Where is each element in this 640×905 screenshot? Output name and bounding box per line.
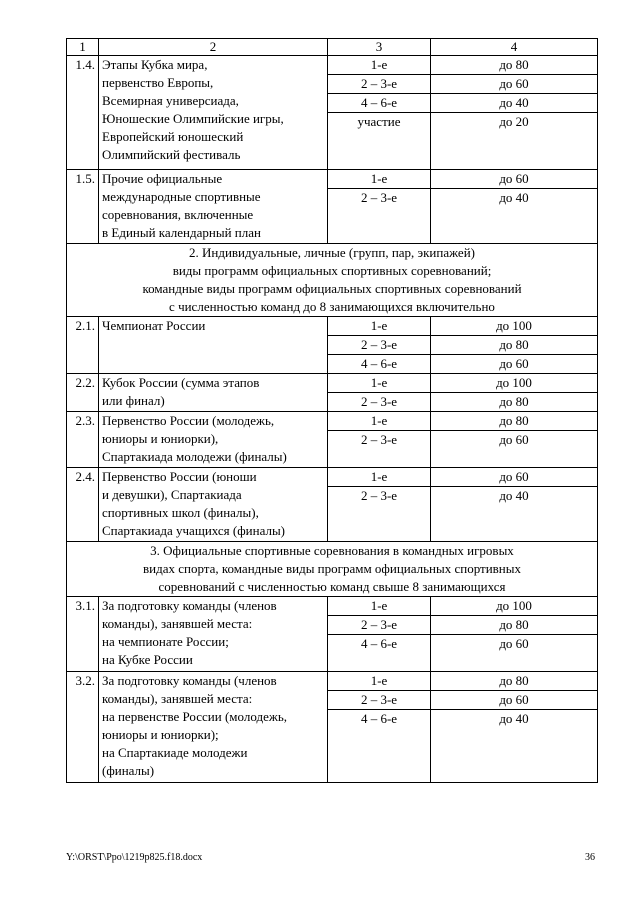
place-cell: 2 – 3-е xyxy=(328,336,431,355)
section-3-title xyxy=(67,542,598,597)
value-cell: до 60 xyxy=(431,431,598,468)
place-cell: 4 – 6-е xyxy=(328,710,431,783)
value-cell: до 60 xyxy=(431,468,598,487)
name-line: на Кубке России xyxy=(102,652,193,667)
name-line: Спартакиада учащихся (финалы) xyxy=(102,523,286,538)
name-line: (финалы) xyxy=(102,763,155,778)
value-cell: до 60 xyxy=(431,691,598,710)
section-header-row xyxy=(67,244,598,317)
row-number: 2.4. xyxy=(67,468,99,542)
section-line: 3. Официальные спортивные соревнования в командных игровых xyxy=(150,543,514,558)
footer-page-number: 36 xyxy=(585,852,595,863)
name-line: юниоры и юниорки); xyxy=(102,727,219,742)
name-line: За подготовку команды (членов xyxy=(102,598,277,613)
place-cell: 2 – 3-е xyxy=(328,431,431,468)
place-cell: 4 – 6-е xyxy=(328,635,431,672)
name-line: Этапы Кубка мира, xyxy=(102,57,208,72)
name-line: За подготовку команды (членов xyxy=(102,673,277,688)
name-line: на первенстве России (молодежь, xyxy=(102,709,288,724)
value-cell: до 80 xyxy=(431,412,598,431)
name-line: Первенство России (молодежь, xyxy=(102,413,275,428)
place-cell: 1-е xyxy=(328,56,431,75)
place-cell: 1-е xyxy=(328,468,431,487)
place-cell: 2 – 3-е xyxy=(328,691,431,710)
header-col-1: 1 xyxy=(67,39,99,56)
row-number: 2.2. xyxy=(67,374,99,412)
name-line: Спартакиада молодежи (финалы) xyxy=(102,449,287,464)
name-line: Всемирная универсиада, xyxy=(102,93,239,108)
section-line: командные виды программ официальных спортивных соревнований xyxy=(142,281,522,296)
place-cell: 2 – 3-е xyxy=(328,487,431,542)
name-line: Первенство России (юноши xyxy=(102,469,257,484)
awards-table xyxy=(66,38,598,783)
place-cell: 2 – 3-е xyxy=(328,393,431,412)
row-number: 2.1. xyxy=(67,317,99,374)
name-line: на Спартакиаде молодежи xyxy=(102,745,248,760)
section-2-title xyxy=(67,244,598,317)
row-number: 1.4. xyxy=(67,56,99,170)
name-line: международные спортивные xyxy=(102,189,261,204)
value-cell: до 80 xyxy=(431,672,598,691)
value-cell: до 40 xyxy=(431,487,598,542)
value-cell: до 60 xyxy=(431,75,598,94)
place-cell: 1-е xyxy=(328,412,431,431)
row-number: 3.1. xyxy=(67,597,99,672)
section-line: виды программ официальных спортивных соревнований; xyxy=(172,263,492,278)
name-line: Чемпионат России xyxy=(102,318,206,333)
value-cell: до 60 xyxy=(431,355,598,374)
place-cell: 1-е xyxy=(328,170,431,189)
row-number: 2.3. xyxy=(67,412,99,468)
name-line: на чемпионате России; xyxy=(102,634,229,649)
value-cell: до 60 xyxy=(431,170,598,189)
table-row xyxy=(67,170,598,189)
name-line: соревнования, включенные xyxy=(102,207,254,222)
name-line: или финал) xyxy=(102,393,165,408)
value-cell: до 40 xyxy=(431,710,598,783)
place-cell: 2 – 3-е xyxy=(328,75,431,94)
value-cell: до 80 xyxy=(431,336,598,355)
section-line: 2. Индивидуальные, личные (групп, пар, экипажей) xyxy=(189,245,475,260)
table-row xyxy=(67,597,598,616)
document-sheet xyxy=(66,38,597,783)
row-name xyxy=(99,412,328,468)
value-cell: до 80 xyxy=(431,393,598,412)
row-name xyxy=(99,374,328,412)
value-cell: до 100 xyxy=(431,374,598,393)
place-cell: 2 – 3-е xyxy=(328,189,431,244)
table-row xyxy=(67,672,598,691)
table-row xyxy=(67,317,598,336)
table-row xyxy=(67,56,598,75)
value-cell: до 80 xyxy=(431,616,598,635)
table-header-row xyxy=(67,39,598,56)
row-name xyxy=(99,468,328,542)
value-cell: до 40 xyxy=(431,189,598,244)
name-line: первенство Европы, xyxy=(102,75,214,90)
name-line: Кубок России (сумма этапов xyxy=(102,375,260,390)
row-name xyxy=(99,672,328,783)
value-cell: до 80 xyxy=(431,56,598,75)
value-cell: до 40 xyxy=(431,94,598,113)
name-line: Прочие официальные xyxy=(102,171,223,186)
footer-file-path: Y:\ORST\Ppo\1219p825.f18.docx xyxy=(66,852,203,863)
row-name xyxy=(99,597,328,672)
place-cell: 4 – 6-е xyxy=(328,94,431,113)
row-number: 1.5. xyxy=(67,170,99,244)
place-cell: участие xyxy=(328,113,431,170)
row-name xyxy=(99,317,328,374)
name-line: Олимпийский фестиваль xyxy=(102,147,241,162)
value-cell: до 20 xyxy=(431,113,598,170)
name-line: Юношеские Олимпийские игры, xyxy=(102,111,284,126)
row-number: 3.2. xyxy=(67,672,99,783)
table-row xyxy=(67,412,598,431)
section-line: с численностью команд до 8 занимающихся включительно xyxy=(169,299,495,314)
section-line: соревнований с численностью команд свыше 8 занимающихся xyxy=(158,579,506,594)
name-line: команды), занявшей места: xyxy=(102,691,253,706)
value-cell: до 100 xyxy=(431,317,598,336)
place-cell: 2 – 3-е xyxy=(328,616,431,635)
section-line: видах спорта, командные виды программ официальных спортивных xyxy=(142,561,521,576)
header-col-2: 2 xyxy=(99,39,328,56)
header-col-4: 4 xyxy=(431,39,598,56)
row-name xyxy=(99,56,328,170)
place-cell: 1-е xyxy=(328,317,431,336)
value-cell: до 100 xyxy=(431,597,598,616)
table-row xyxy=(67,374,598,393)
name-line: и девушки), Спартакиада xyxy=(102,487,242,502)
place-cell: 1-е xyxy=(328,672,431,691)
section-header-row xyxy=(67,542,598,597)
value-cell: до 60 xyxy=(431,635,598,672)
name-line: Европейский юношеский xyxy=(102,129,244,144)
name-line: спортивных школ (финалы), xyxy=(102,505,259,520)
name-line: команды), занявшей места: xyxy=(102,616,253,631)
row-name xyxy=(99,170,328,244)
place-cell: 1-е xyxy=(328,374,431,393)
name-line: в Единый календарный план xyxy=(102,225,261,240)
name-line: юниоры и юниорки), xyxy=(102,431,219,446)
table-row xyxy=(67,468,598,487)
place-cell: 1-е xyxy=(328,597,431,616)
place-cell: 4 – 6-е xyxy=(328,355,431,374)
header-col-3: 3 xyxy=(328,39,431,56)
